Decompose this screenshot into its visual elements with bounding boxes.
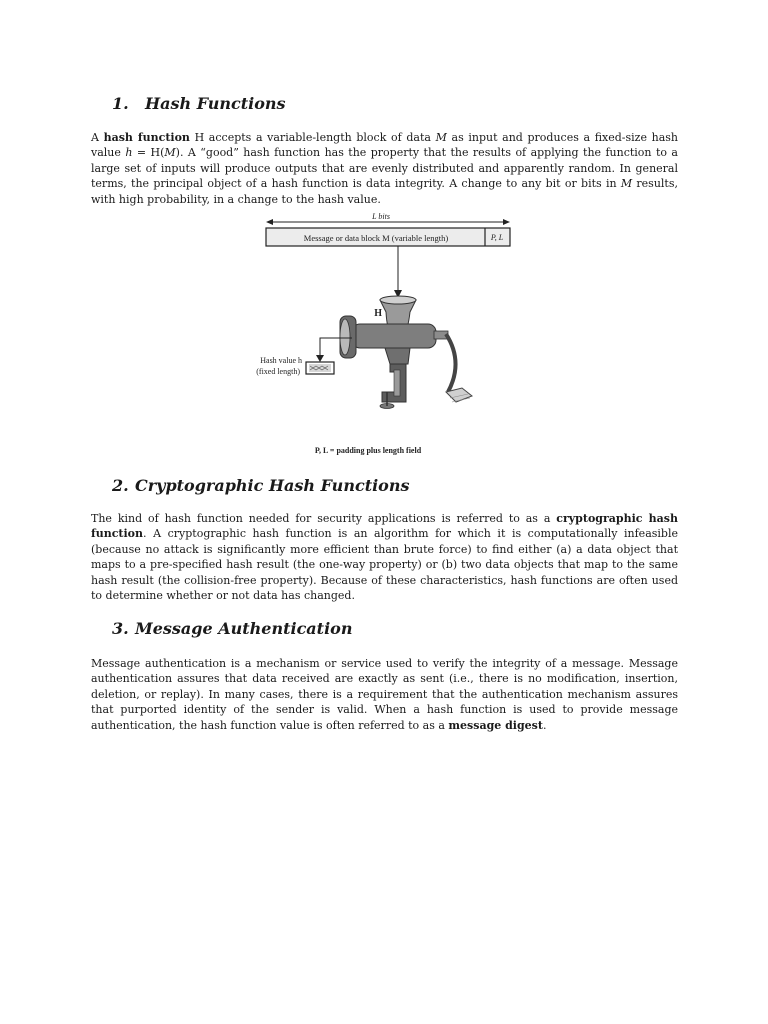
section-3-heading bbox=[112, 619, 352, 638]
text-run: Message authentication is a mechanism or service used to verify the integrity of a message. Message authentication assures that data received are exactly as sent (i.e., there is no modification, insertion, deletion, or replay). In many cases, there is a requirement that the authentication mechanism assures that purported identity of the sender is valid. When a hash function is used to provide message authentication, the hash function value is often referred to as a bbox=[91, 657, 678, 732]
term-message-digest: message digest bbox=[448, 718, 543, 732]
hash-length-label: (fixed length) bbox=[256, 367, 300, 376]
section-title: Hash Functions bbox=[145, 94, 286, 113]
text-run: as input and produces a fixed-size hash value bbox=[91, 131, 678, 160]
arrow-down-icon bbox=[316, 355, 324, 362]
section-number: 3. bbox=[112, 619, 129, 638]
text-run: . A cryptographic hash function is an algorithm for which it is computationally infeasible (because no attack is significantly more efficient than brute force) to find either (a) a data object that maps to a pre-specified hash result (the one-way property) or (b) two data objects that map to the same hash result (the collision-free property). Because of these characteristics, hash functions are often used to determine whether or not data has changed. bbox=[91, 527, 678, 603]
variable-m: M bbox=[164, 146, 176, 160]
variable-m: M bbox=[620, 177, 633, 191]
message-block-label: Message or data block M (variable length) bbox=[303, 233, 449, 243]
term-hash-function: hash function bbox=[103, 131, 190, 144]
grinder-icon bbox=[340, 296, 472, 409]
text-run: ). A “good” hash function has the property that the results of applying the function to a large set of inputs will produce outputs that are evenly distributed and apparently random. In general terms, the principal object of a hash function is data integrity. A change to any bit or bits in bbox=[91, 146, 678, 191]
section-number: 2. bbox=[112, 476, 129, 495]
text-run: results, with high probability, in a change to the hash value. bbox=[91, 177, 678, 206]
term-cryptographic-hash-function: cryptographic hash function bbox=[91, 512, 678, 541]
section-title: Cryptographic Hash Functions bbox=[135, 476, 410, 495]
section-1-paragraph bbox=[91, 130, 678, 207]
variable-h: h bbox=[125, 146, 133, 160]
section-1-heading bbox=[112, 94, 286, 113]
section-2-heading bbox=[112, 476, 409, 495]
hash-function-figure bbox=[240, 212, 530, 462]
variable-m: M bbox=[435, 131, 447, 144]
text-run: . bbox=[542, 718, 547, 732]
hash-value-label: Hash value h bbox=[260, 356, 302, 365]
text-run: H accepts a variable-length block of data bbox=[189, 131, 436, 144]
h-label: H bbox=[374, 308, 382, 319]
text-run: A bbox=[91, 131, 104, 144]
section-title: Message Authentication bbox=[135, 619, 353, 638]
length-label: L bits bbox=[372, 212, 390, 221]
text-run: = H( bbox=[132, 146, 165, 160]
section-3-paragraph bbox=[91, 656, 678, 733]
padding-length-label: P, L bbox=[490, 233, 504, 242]
figure-caption: P, L = padding plus length field bbox=[314, 446, 422, 455]
section-2-paragraph bbox=[91, 511, 678, 603]
text-run: The kind of hash function needed for security applications is referred to as a bbox=[91, 512, 557, 525]
section-number: 1. bbox=[112, 94, 129, 113]
meat-grinder-diagram bbox=[240, 212, 530, 462]
